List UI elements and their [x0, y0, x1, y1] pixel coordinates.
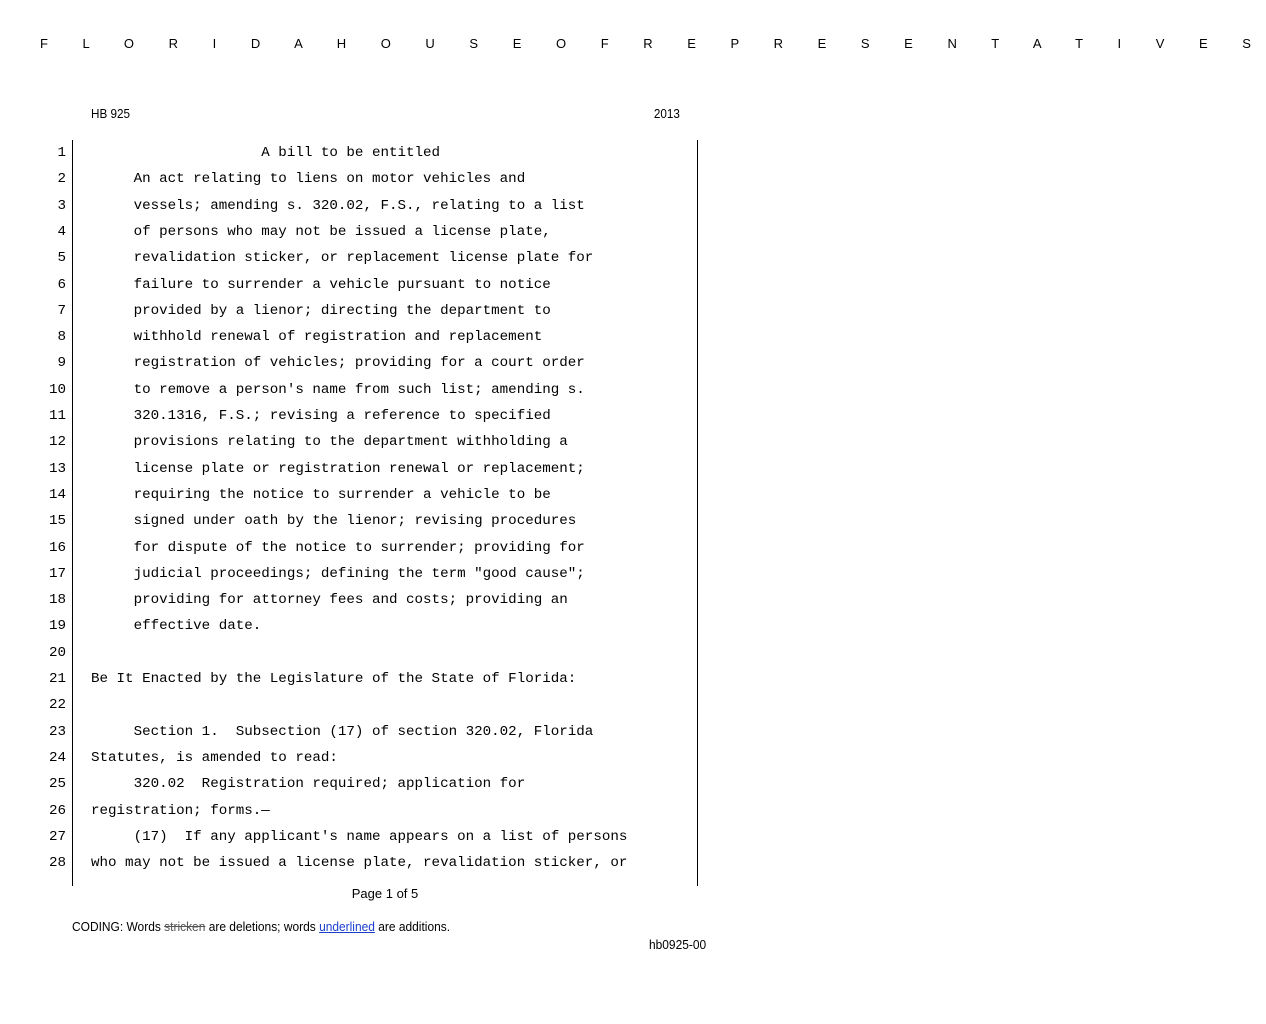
line-text: license plate or registration renewal or replacement; [91, 460, 585, 477]
bill-line [0, 166, 770, 192]
page-number: Page 1 of 5 [351, 886, 419, 901]
bill-line [0, 377, 770, 403]
line-number: 9 [57, 355, 66, 372]
bill-line [0, 508, 770, 534]
line-number: 2 [57, 171, 66, 188]
line-text: Section 1. Subsection (17) of section 320.02, Florida [91, 723, 594, 740]
bill-line [0, 324, 770, 350]
bill-line [0, 482, 770, 508]
bill-line [0, 535, 770, 561]
bill-line [0, 429, 770, 455]
bill-line [0, 587, 770, 613]
line-number: 11 [48, 408, 66, 424]
coding-prefix: CODING: Words [72, 919, 165, 934]
bill-line [0, 850, 770, 876]
line-text: A bill to be entitled [91, 145, 441, 161]
coding-stricken-sample: stricken [164, 919, 206, 934]
line-text: for dispute of the notice to surrender; providing for [91, 539, 585, 556]
line-number: 28 [48, 855, 66, 872]
line-number: 13 [48, 460, 66, 477]
line-text: signed under oath by the lienor; revising procedures [91, 513, 577, 530]
line-number: 4 [57, 223, 66, 240]
chamber-banner: F L O R I D A H O U S E O F R E P R E S E N T A T I V E S [40, 36, 1266, 51]
line-number: 17 [48, 565, 66, 582]
line-number: 15 [48, 513, 66, 530]
bill-line [0, 640, 770, 666]
line-text: withhold renewal of registration and replacement [91, 329, 543, 346]
bill-line [0, 745, 770, 771]
line-number: 16 [48, 539, 66, 556]
bill-id: HB 925 [91, 106, 131, 121]
bill-line [0, 771, 770, 797]
line-number: 14 [48, 486, 66, 503]
bill-line [0, 692, 770, 718]
bill-line [0, 456, 770, 482]
line-number: 12 [48, 434, 66, 451]
bill-line [0, 193, 770, 219]
line-number: 3 [57, 197, 66, 214]
line-text: judicial proceedings; defining the term "good cause"; [91, 565, 585, 582]
line-number: 23 [48, 723, 66, 740]
line-text: Statutes, is amended to read: [91, 749, 338, 766]
line-text: registration of vehicles; providing for a court order [91, 355, 585, 372]
line-number: 18 [48, 592, 66, 609]
line-text: to remove a person's name from such list; amending s. [91, 381, 585, 398]
line-text: providing for attorney fees and costs; providing an [91, 592, 568, 609]
line-number: 1 [57, 145, 66, 161]
line-number: 27 [48, 828, 66, 845]
line-text: 320.02 Registration required; application for [91, 776, 526, 793]
bill-line [0, 350, 770, 376]
line-number: 8 [57, 329, 66, 346]
line-text: provided by a lienor; directing the department to [91, 302, 551, 319]
line-number: 7 [57, 302, 66, 319]
bill-line [0, 824, 770, 850]
bill-line [0, 403, 770, 429]
document-code: hb0925-00 [648, 937, 706, 952]
line-number: 20 [48, 644, 66, 661]
bill-line [0, 613, 770, 639]
line-number: 24 [48, 749, 66, 766]
coding-underlined-sample: underlined [319, 919, 375, 934]
line-text: registration; forms.— [91, 802, 270, 819]
line-number: 10 [48, 381, 66, 398]
line-number: 26 [48, 802, 66, 819]
line-text: effective date. [91, 618, 262, 635]
bill-line [0, 298, 770, 324]
bill-line [0, 219, 770, 245]
line-number: 5 [57, 250, 66, 267]
line-number: 19 [48, 618, 66, 635]
coding-legend [72, 919, 450, 934]
line-text: 320.1316, F.S.; revising a reference to specified [91, 408, 551, 424]
line-number: 6 [57, 276, 66, 293]
line-number: 22 [48, 697, 66, 714]
line-text: failure to surrender a vehicle pursuant to notice [91, 276, 551, 293]
bill-line [0, 561, 770, 587]
line-text: (17) If any applicant's name appears on a list of persons [91, 828, 628, 845]
line-text: of persons who may not be issued a license plate, [91, 223, 551, 240]
line-text: vessels; amending s. 320.02, F.S., relating to a list [91, 197, 585, 214]
bill-line [0, 666, 770, 692]
coding-suffix: are additions. [374, 919, 451, 934]
bill-line [0, 719, 770, 745]
line-text: Be It Enacted by the Legislature of the State of Florida: [91, 671, 577, 687]
line-text: who may not be issued a license plate, revalidation sticker, or [91, 855, 628, 872]
bill-line [0, 245, 770, 271]
coding-middle: are deletions; words [205, 919, 320, 934]
bill-line [0, 272, 770, 298]
bill-line [0, 140, 770, 166]
line-number: 21 [48, 671, 66, 687]
bill-line [0, 798, 770, 824]
line-number: 25 [48, 776, 66, 793]
line-text: An act relating to liens on motor vehicles and [91, 171, 526, 188]
line-text: provisions relating to the department withholding a [91, 434, 568, 451]
line-text: revalidation sticker, or replacement license plate for [91, 250, 594, 267]
line-text: requiring the notice to surrender a vehicle to be [91, 486, 551, 503]
bill-year: 2013 [653, 106, 680, 121]
